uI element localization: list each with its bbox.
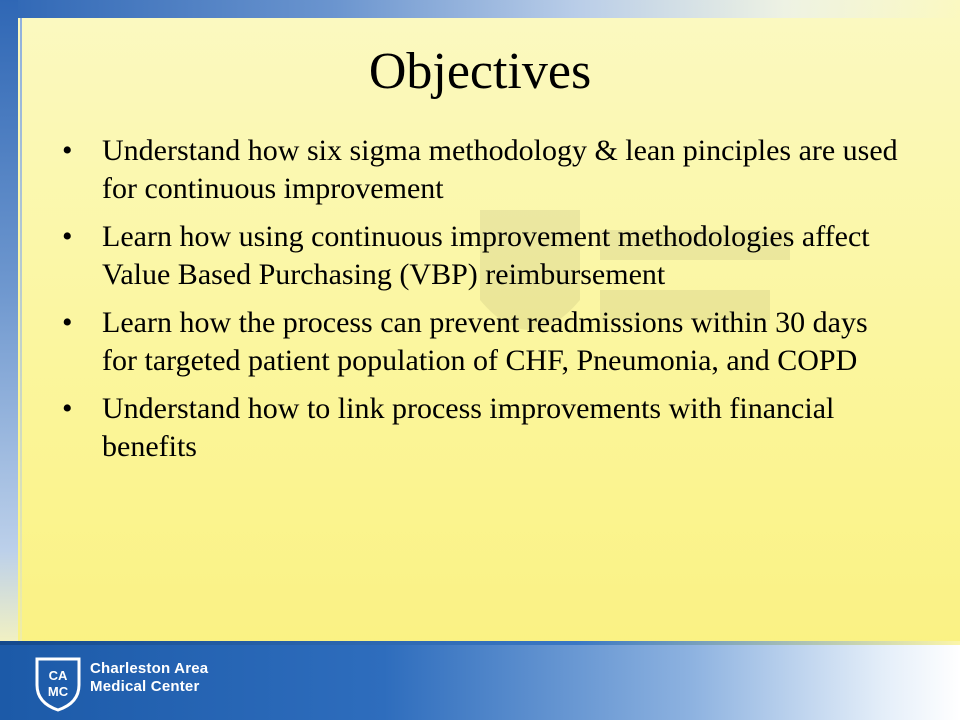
left-accent-rule bbox=[20, 18, 22, 648]
objectives-list bbox=[60, 132, 900, 476]
bullet-icon: • bbox=[62, 392, 73, 425]
bullet-icon: • bbox=[62, 220, 73, 253]
list-item bbox=[60, 218, 900, 294]
bullet-icon: • bbox=[62, 134, 73, 167]
svg-text:CA: CA bbox=[48, 668, 68, 683]
list-item bbox=[60, 304, 900, 380]
footer-logo-text bbox=[90, 660, 208, 696]
logo-line-1: Charleston Area bbox=[90, 660, 209, 677]
bullet-text: Learn how using continuous improvement methodologies affect Value Based Purchasing (VBP) reimbursement bbox=[102, 220, 870, 291]
top-accent-stripe bbox=[0, 0, 960, 18]
list-item bbox=[60, 390, 900, 466]
bullet-icon: • bbox=[62, 306, 73, 339]
bullet-text: Understand how six sigma methodology & lean pinciples are used for continuous improvement bbox=[102, 134, 898, 205]
list-item bbox=[60, 132, 900, 208]
logo-line-2: Medical Center bbox=[90, 678, 200, 695]
bullet-text: Understand how to link process improvements with financial benefits bbox=[102, 392, 835, 463]
bullet-text: Learn how the process can prevent readmissions within 30 days for targeted patient population of CHF, Pneumonia, and COPD bbox=[102, 306, 868, 377]
camc-shield-icon bbox=[33, 655, 83, 713]
svg-text:MC: MC bbox=[47, 684, 69, 699]
slide-title: Objectives bbox=[368, 43, 592, 100]
